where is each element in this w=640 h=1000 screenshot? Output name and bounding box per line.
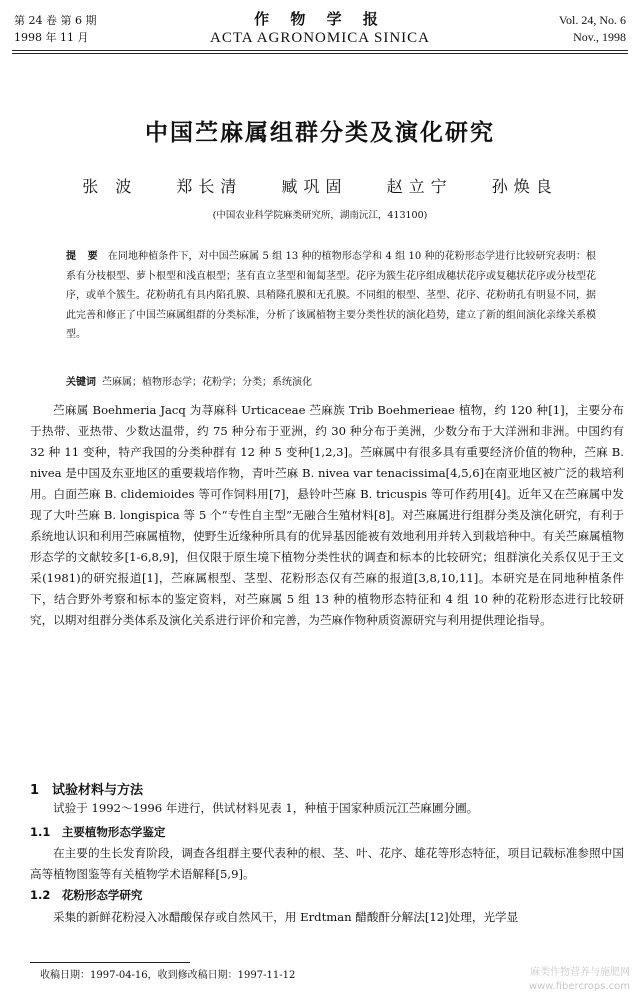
journal-name-cn: 作 物 学 报 [254,10,386,28]
keywords [66,373,596,388]
header-right [559,12,626,46]
section-1-body [30,798,624,819]
author: 郑长清 [176,177,243,196]
section-1-2-paragraph: 采集的新鲜花粉浸入冰醋酸保存或自然风干，用 Erdtman 醋酸酐分解法[12]处理，光学显 [53,910,519,924]
section-heading-1: 1 试验材料与方法 [30,783,144,798]
watermark [529,966,630,994]
abstract [66,247,596,345]
section-heading-1-1: 1.1 主要植物形态学鉴定 [30,825,166,839]
abstract-label: 提 要 [66,251,102,262]
section-heading-1-2: 1.2 花粉形态学研究 [30,888,143,902]
keywords-label: 关键词 [66,377,96,388]
author: 孙焕良 [491,177,558,196]
section-1-2-body [30,907,624,928]
author-list [0,174,640,197]
received-date-footnote: 收稿日期：1997-04-16，收到修改稿日期：1997-11-12 [40,970,296,981]
author: 张 波 [82,177,138,196]
abstract-text: 在同地种植条件下，对中国苎麻属 5 组 13 种的植物形态学和 4 组 10 种的花粉形态学进行比较研究表明：根系有分枝根型、萝卜根型和浅直根型；茎有直立茎型和匍匐茎型。花序为簇生花序组成穗状花序或复穗状花序或分枝型花序，或单个簇生。花粉萌孔有具内陷孔膜、具稍隆孔膜和无孔膜。不同组的根型、茎型、花序、花粉萌孔有明显不同，据此完善和修正了中国苎麻属组群的分类标准，分析了该属植物主要分类性状的演化趋势，建立了新的组间演化亲缘关系模型。 [66,251,596,340]
author: 臧巩固 [281,177,348,196]
header-rule-bottom [12,53,628,54]
affiliation: (中国农业科学院麻类研究所，湖南沅江，413100) [212,210,428,221]
header-date-cn: 1998 年 11 月 [14,31,89,44]
section-1-paragraph: 试验于 1992～1996 年进行，供试材料见表 1，种植于国家种质沅江苎麻圃分圃。 [53,801,479,815]
watermark-line: 麻类作物营养与施肥网 [530,967,630,978]
keywords-text: 苎麻属；植物形态学；花粉学；分类；系统演化 [102,377,312,388]
intro-paragraph: 苎麻属 Boehmeria Jacq 为荨麻科 Urticaceae 苎麻族 Trib Boehmerieae 植物，约 120 种[1]，主要分布于热带、亚热带、少数达温带，约 75 种分布于亚洲，约 30 种分布于美洲，少数分布于大洋洲和非洲。中国约有 32 种 11 变种，特产我国的分类种群有 12 种 5 变种[1,2,3]。苎麻属中有很多具有重要经济价值的物种，苎麻 B. nivea 是中国及东亚地区的重要栽培作物，青叶苎麻 B. nivea var tenacissima[4,5,6]在南亚地区被广泛的栽培利用。白面苎麻 B. clidemioides 等可作饲料用[7]，悬铃叶苎麻 B. tricuspis 等可作药用[4]。近年又在苎麻属中发现了大叶苎麻 B. longispica 等 5 个“专性自主型”无融合生殖材料[8]。对苎麻属进行组群分类及演化研究，有利于系统地认识和利用苎麻属植物，使野生近缘种所具有的优异基因能被有效地利用并转入到栽培种中。有关苎麻属植物形态学的文献较多[1-6,8,9]，但仅限于原生境下植物分类性状的调查和标本的比较研究；组群演化关系仅见于王文采(1981)的研究报道[1]，苎麻属根型、茎型、花粉形态仅有苎麻的报道[3,8,10,11]。本研究是在同地种植条件下，结合野外考察和标本的鉴定资料，对苎麻属 5 组 13 种的植物形态特征和 4 组 10 种的花粉形态进行比较研究，以期对组群分类体系及演化关系进行评价和完善，为苎麻作物种质资源研究与利用提供理论指导。 [30,403,624,627]
section-1-1-body [30,843,624,885]
section-1-1-paragraph: 在主要的生长发育阶段，调查各组群主要代表种的根、茎、叶、花序、雄花等形态特征，项目记载标准参照中国高等植物图鉴等有关植物学术语解释[5,9]。 [30,846,624,881]
header-journal [0,8,640,47]
header-date-en: Nov., 1998 [573,30,626,44]
introduction [30,400,624,631]
footnote-rule [30,962,190,963]
author: 赵立宁 [386,177,453,196]
header-volume-issue-en: Vol. 24, No. 6 [558,13,626,27]
header-rule-top [12,50,628,51]
journal-name-en: ACTA AGRONOMICA SINICA [210,30,430,46]
article-title: 中国苎麻属组群分类及演化研究 [145,120,495,146]
watermark-line: www.fibercrops.com [528,981,630,992]
header-volume-issue-cn: 第 24 卷 第 6 期 [14,14,97,27]
